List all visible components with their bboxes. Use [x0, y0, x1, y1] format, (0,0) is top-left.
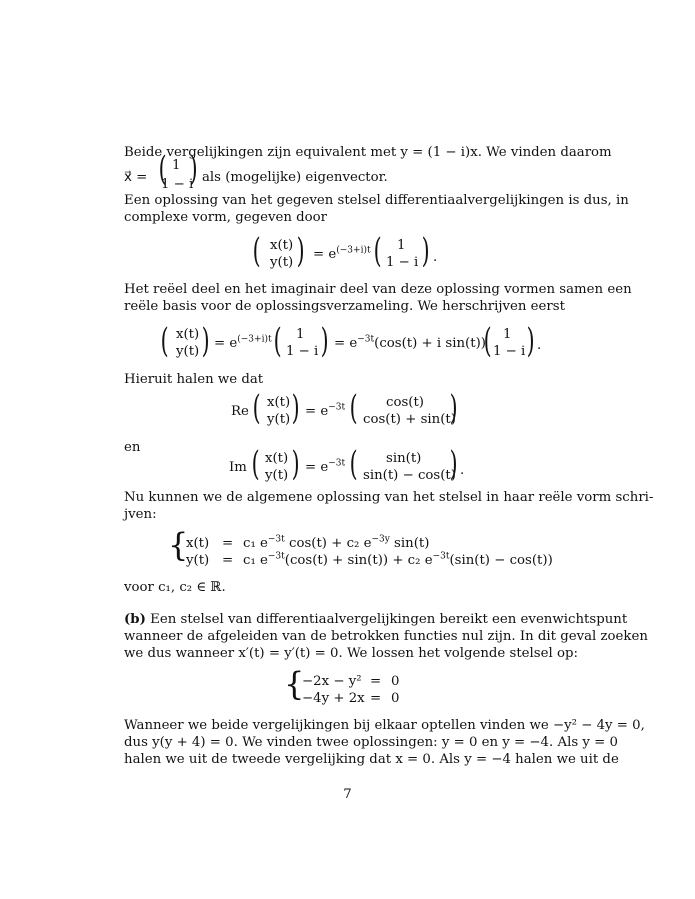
math-cell: −2x − y² — [302, 674, 362, 689]
math-cell: 0 — [391, 691, 400, 706]
math-text: (cos(t) + sin(t)) + c₂ e — [284, 553, 433, 568]
paren-left: ( — [349, 444, 358, 484]
paren-right: ) — [201, 321, 210, 361]
math-cell: x(t) — [267, 395, 291, 410]
paren-right: ) — [320, 321, 329, 361]
text-line: Het reëel deel en het imaginair deel van deze oplossing vormen samen een — [124, 282, 632, 297]
math-cell: 1 − i — [493, 344, 526, 359]
math-cell: −4y + 2x — [302, 691, 365, 706]
paren-left: ( — [373, 231, 382, 271]
paren-left: ( — [483, 321, 492, 361]
math-cell: 0 — [391, 674, 400, 689]
math-text: = e — [313, 247, 337, 262]
paren-left: ( — [252, 231, 261, 271]
text-line: complexe vorm, gegeven door — [124, 210, 328, 225]
math-cell: 1 — [503, 327, 512, 342]
math-punct: . — [537, 338, 542, 353]
text-line: Beide vergelijkingen zijn equivalent met y = (1 − i)x. We vinden daarom — [124, 145, 612, 160]
text-line: we dus wanneer x′(t) = y′(t) = 0. We lossen het volgende stelsel op: — [124, 646, 578, 661]
math-text: c₁ e — [243, 553, 268, 568]
paren-left: ( — [349, 388, 358, 428]
math-text: = e — [305, 404, 329, 419]
math-cell: = — [370, 674, 382, 689]
math-text: = e — [214, 336, 238, 351]
math-text: Im — [229, 460, 247, 475]
text-line: wanneer de afgeleiden van de betrokken functies nul zijn. In dit geval zoeken — [124, 629, 648, 644]
math-cell: 1 − i — [161, 177, 194, 192]
paren-left: ( — [273, 321, 282, 361]
math-exponent: −3t — [432, 551, 450, 562]
text-line: halen we uit de tweede vergelijking dat x = 0. Als y = −4 halen we uit de — [124, 752, 619, 767]
text-line: en — [124, 440, 141, 455]
math-punct: . — [433, 250, 438, 265]
math-cell: = — [370, 691, 382, 706]
paren-left: ( — [252, 388, 261, 428]
math-cell: y(t) — [186, 553, 210, 568]
math-cell: 1 — [172, 158, 181, 173]
math-cell: 1 − i — [386, 255, 419, 270]
math-text: (sin(t) − cos(t)) — [449, 553, 553, 568]
text-line: voor c₁, c₂ ∈ ℝ. — [124, 580, 226, 595]
math-cell: y(t) — [270, 255, 294, 270]
math-cell: 1 − i — [286, 344, 319, 359]
math-cell: x(t) — [186, 536, 210, 551]
math-exponent: (−3+i)t — [237, 334, 272, 345]
text-line: jven: — [124, 507, 157, 522]
math-cell: 1 — [296, 327, 305, 342]
math-exponent: −3t — [267, 534, 285, 545]
math-vector-label: x⃗ = — [124, 170, 148, 185]
math-cell: x(t) — [270, 238, 294, 253]
math-cell: = — [222, 536, 234, 551]
math-text: (cos(t) + i sin(t)) — [374, 336, 486, 351]
math-exponent: −3y — [371, 534, 390, 545]
text-line: Wanneer we beide vergelijkingen bij elkaar optellen vinden we −y² − 4y = 0, — [124, 718, 645, 733]
math-cell: y(t) — [176, 344, 200, 359]
math-cell: x(t) — [265, 451, 289, 466]
math-text: sin(t) — [389, 536, 430, 551]
math-text: cos(t) + c₂ e — [284, 536, 372, 551]
math-exponent: (−3+i)t — [336, 245, 371, 256]
math-cell: 1 — [397, 238, 406, 253]
paren-right: ) — [449, 444, 458, 484]
math-text: = e — [334, 336, 358, 351]
section-label: (b) — [124, 612, 146, 627]
math-text: Re — [231, 404, 249, 419]
paren-left: ( — [160, 321, 169, 361]
math-cell: = — [222, 553, 234, 568]
paren-right: ) — [189, 149, 198, 189]
paren-left: ( — [158, 149, 167, 189]
paren-right: ) — [291, 388, 300, 428]
page-number: 7 — [343, 787, 352, 802]
math-cell: y(t) — [267, 412, 291, 427]
text-line: reële basis voor de oplossingsverzameling. We herschrijven eerst — [124, 299, 565, 314]
math-exponent: −3t — [328, 402, 346, 413]
text-span: als (mogelijke) eigenvector. — [202, 170, 388, 185]
text-line: Hieruit halen we dat — [124, 372, 264, 387]
math-text: c₁ e — [243, 536, 268, 551]
math-cell: cos(t) — [386, 395, 424, 410]
math-cell: cos(t) + sin(t) — [363, 412, 456, 427]
paren-right: ) — [421, 231, 430, 271]
math-punct: . — [460, 463, 465, 478]
math-cell: x(t) — [176, 327, 200, 342]
paren-right: ) — [449, 388, 458, 428]
math-exponent: −3t — [328, 458, 346, 469]
brace-left: { — [168, 526, 189, 564]
math-cell: y(t) — [265, 468, 289, 483]
text-line: Nu kunnen we de algemene oplossing van het stelsel in haar reële vorm schri- — [124, 490, 654, 505]
math-exponent: −3t — [267, 551, 285, 562]
paren-right: ) — [526, 321, 535, 361]
math-exponent: −3t — [357, 334, 375, 345]
paren-right: ) — [296, 231, 305, 271]
brace-left: { — [284, 665, 305, 703]
text-line: Een oplossing van het gegeven stelsel differentiaalvergelijkingen is dus, in — [124, 193, 629, 208]
paren-right: ) — [291, 444, 300, 484]
math-text: = e — [305, 460, 329, 475]
math-cell: sin(t) — [386, 451, 422, 466]
math-cell: sin(t) − cos(t) — [363, 468, 456, 483]
text-line: dus y(y + 4) = 0. We vinden twee oplossingen: y = 0 en y = −4. Als y = 0 — [124, 735, 618, 750]
text-span: Een stelsel van differentiaalvergelijkingen bereikt een evenwichtspunt — [150, 612, 628, 627]
paren-left: ( — [251, 444, 260, 484]
